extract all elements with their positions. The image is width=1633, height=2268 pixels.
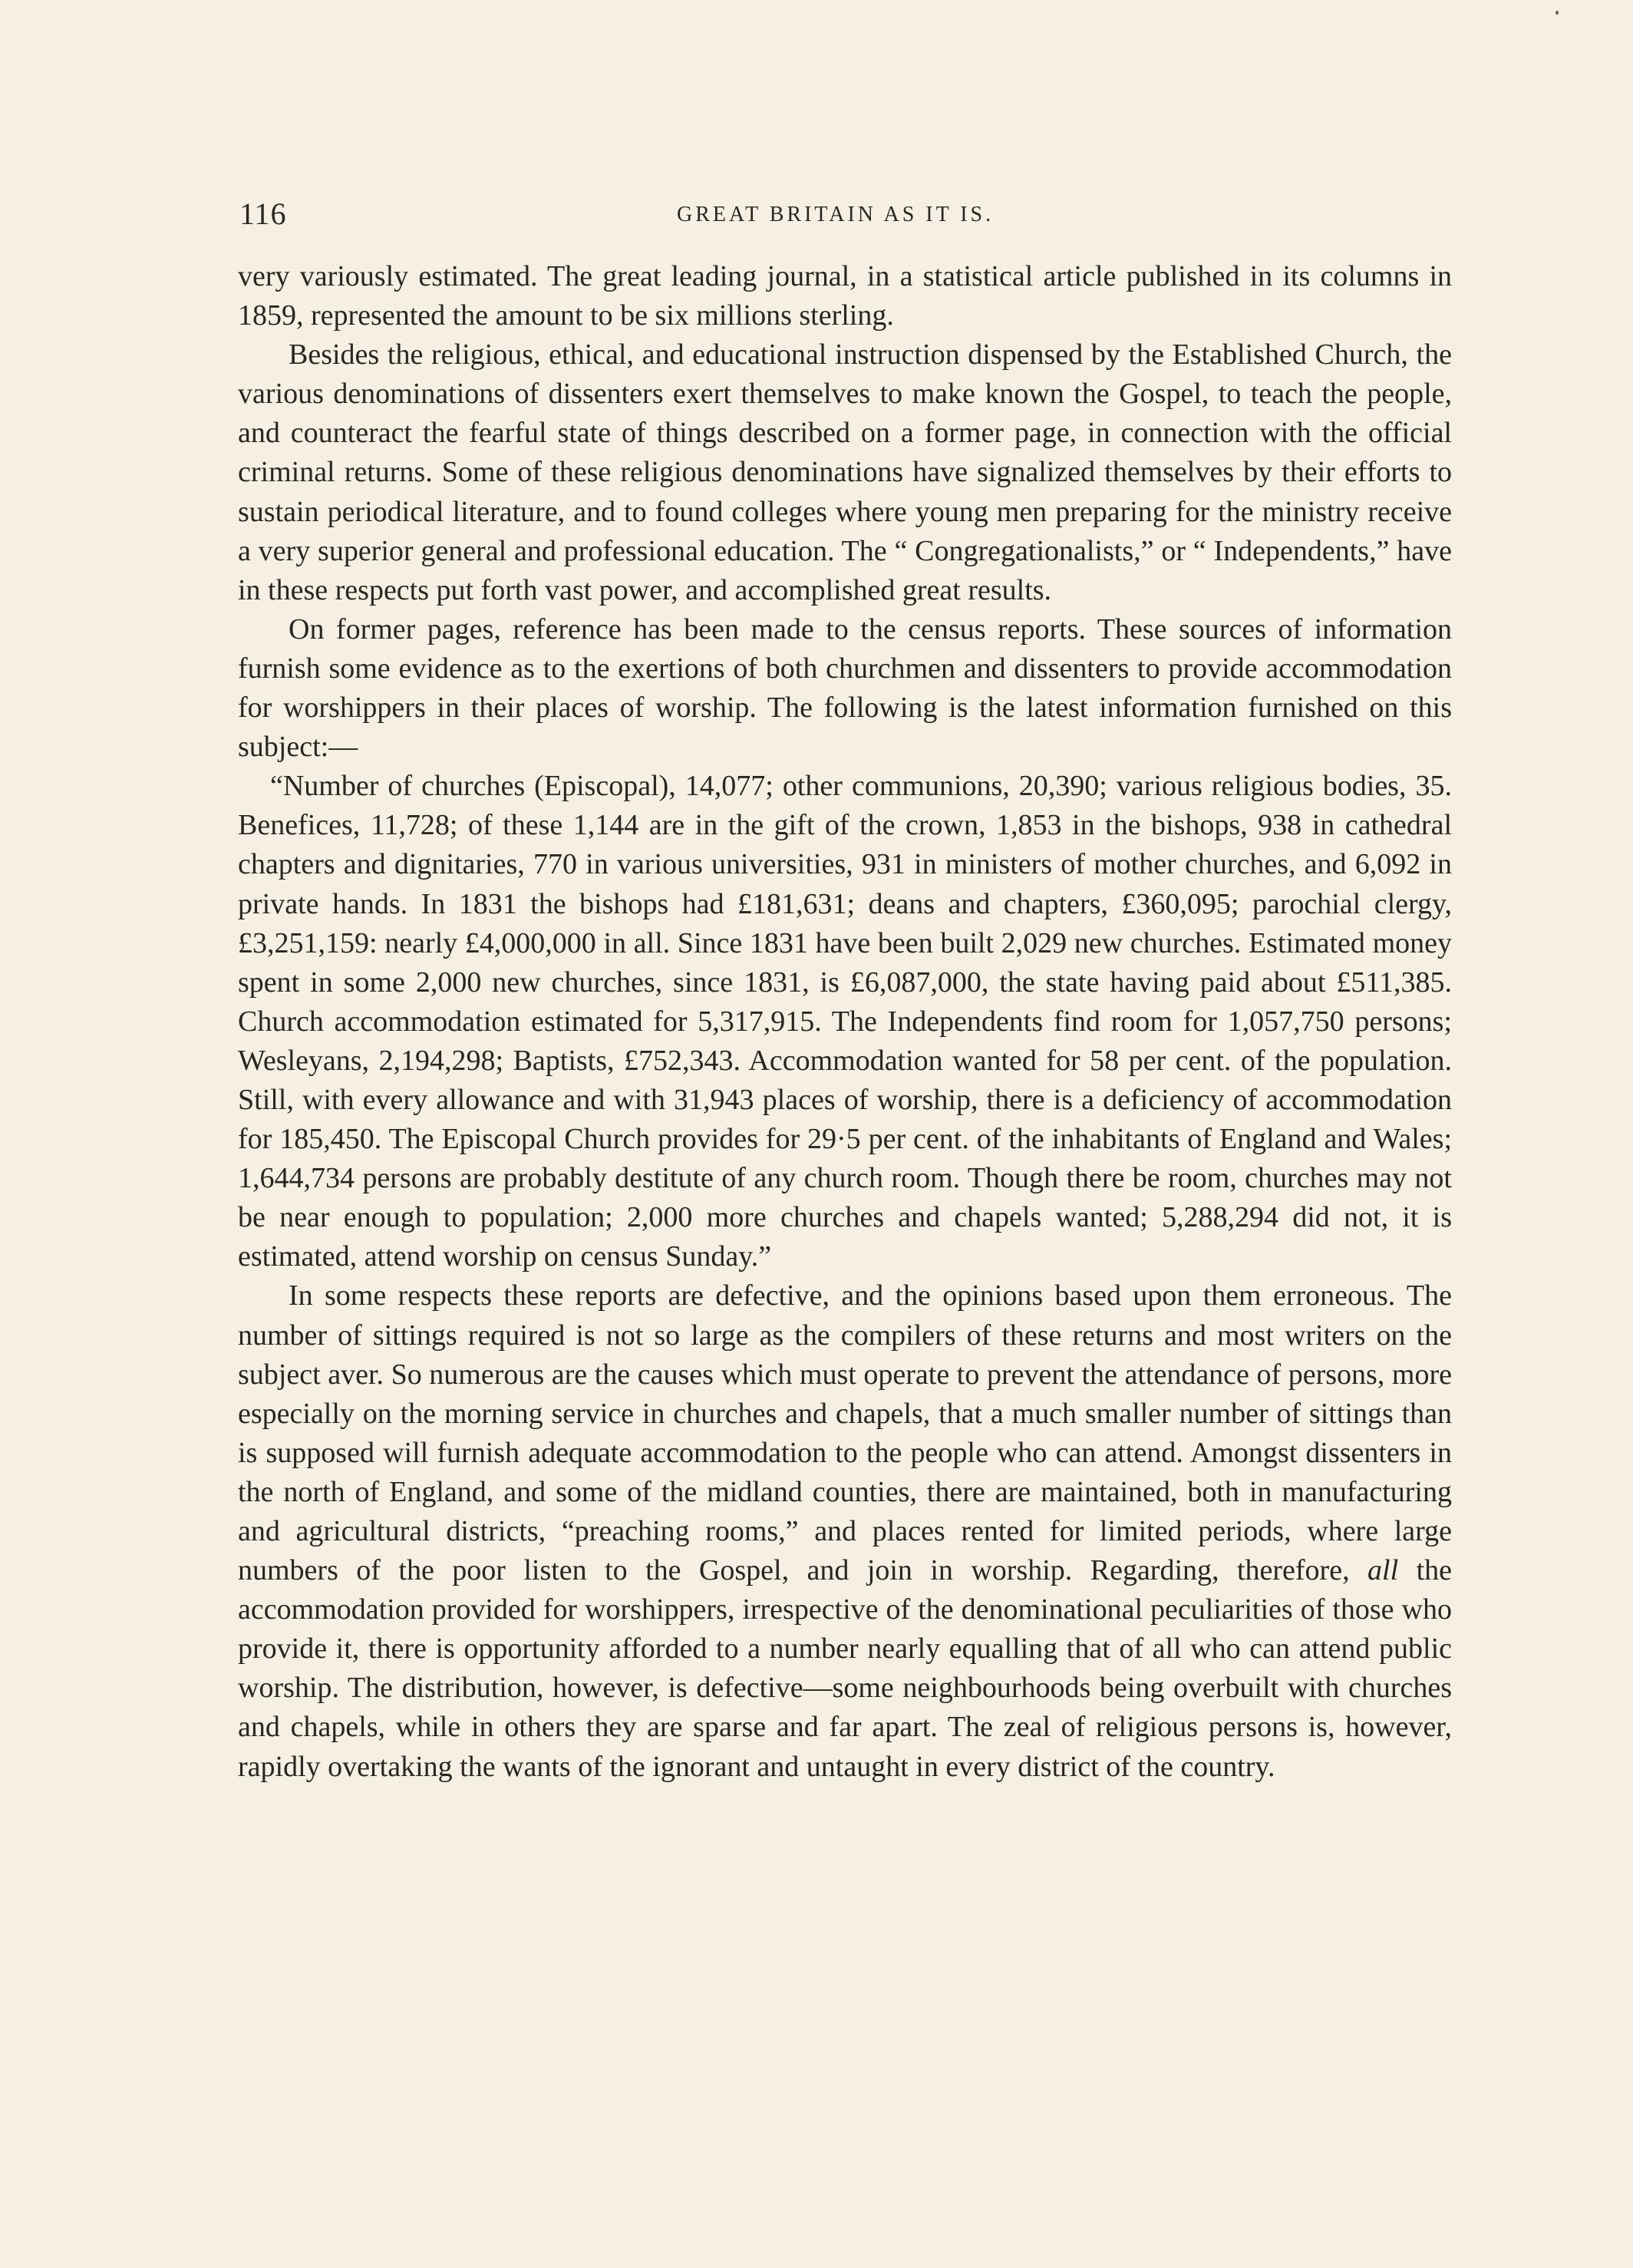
- running-title: GREAT BRITAIN AS IT IS.: [677, 203, 995, 226]
- running-head: [239, 196, 1450, 232]
- paragraph-defective-reports: [238, 1276, 1452, 1786]
- emphasis-all: all: [1367, 1554, 1399, 1587]
- paragraph-continuation: very variously estimated. The great leading journal, in a statistical article published in its columns in 1859, represented the amount to be six millions sterling.: [238, 260, 1452, 332]
- body-text: [238, 257, 1452, 1787]
- paragraph-census-reports: On former pages, reference has been made to the census reports. These sources of information furnish some evidence as to the exertions of both churchmen and dissenters to provide accommodation for worshippers in their places of worship. The following is the latest information furnished on this subject:—: [238, 612, 1452, 764]
- paragraph-dissenters: Besides the religious, ethical, and educational instruction dispensed by the Established Church, the various denominations of dissenters exert themselves to make known the Gospel, to teach the people, and counteract the fearful state of things described on a former page, in connection with the official criminal returns. Some of these religious denominations have signalized themselves by their efforts to sustain periodical literature, and to found colleges where young men preparing for the ministry receive a very superior general and professional education. The “ Congregationalists,” or “ Independents,” have in these respects put forth vast power, and accomplished great results.: [238, 338, 1452, 606]
- page-number: 116: [239, 196, 287, 231]
- paragraph-text-after-emphasis: the accommodation provided for worshippers, irrespective of the denominational peculiarities of those who provide it, there is opportunity afforded to a number nearly equalling that of all who can attend public worship. The distribution, however, is defective—some neighbourhoods being overbuilt with churches and chapels, while in others they are sparse and far apart. The zeal of religious persons is, however, rapidly overtaking the wants of the ignorant and untaught in every district of the country.: [238, 1554, 1453, 1783]
- paragraph-text-before-emphasis: In some respects these reports are defective, and the opinions based upon them erroneous. The number of sittings required is not so large as the compilers of these returns and most writers on the subject aver. So numerous are the causes which must operate to prevent the attendance of persons, more especially on the morning service in churches and chapels, that a much smaller number of sittings than is supposed will furnish adequate accommodation to the people who can attend. Amongst dissenters in the north of England, and some of the midland counties, there are maintained, both in manufacturing and agricultural districts, “preaching rooms,” and places rented for limited periods, where large numbers of the poor listen to the Gospel, and join in worship. Regarding, therefore,: [238, 1279, 1452, 1587]
- scan-speck: [1555, 11, 1559, 15]
- paragraph-church-statistics-quote: “Number of churches (Episcopal), 14,077; other communions, 20,390; various religious bodies, 35. Benefices, 11,728; of these 1,144 are in the gift of the crown, 1,853 in the bishops, 938 in cathedral chapters and dignitaries, 770 in various universities, 931 in ministers of mother churches, and 6,092 in private hands. In 1831 the bishops had £181,631; deans and chapters, £360,095; parochial clergy, £3,251,159: nearly £4,000,000 in all. Since 1831 have been built 2,029 new churches. Estimated money spent in some 2,000 new churches, since 1831, is £6,087,000, the state having paid about £511,385. Church accommodation estimated for 5,317,915. The Independents find room for 1,057,750 persons; Wesleyans, 2,194,298; Baptists, £752,343. Accommodation wanted for 58 per cent. of the population. Still, with every allowance and with 31,943 places of worship, there is a deficiency of accommodation for 185,450. The Episcopal Church provides for 29·5 per cent. of the inhabitants of England and Wales; 1,644,734 persons are probably destitute of any church room. Though there be room, churches may not be near enough to population; 2,000 more churches and chapels wanted; 5,288,294 did not, it is estimated, attend worship on census Sunday.”: [238, 770, 1452, 1273]
